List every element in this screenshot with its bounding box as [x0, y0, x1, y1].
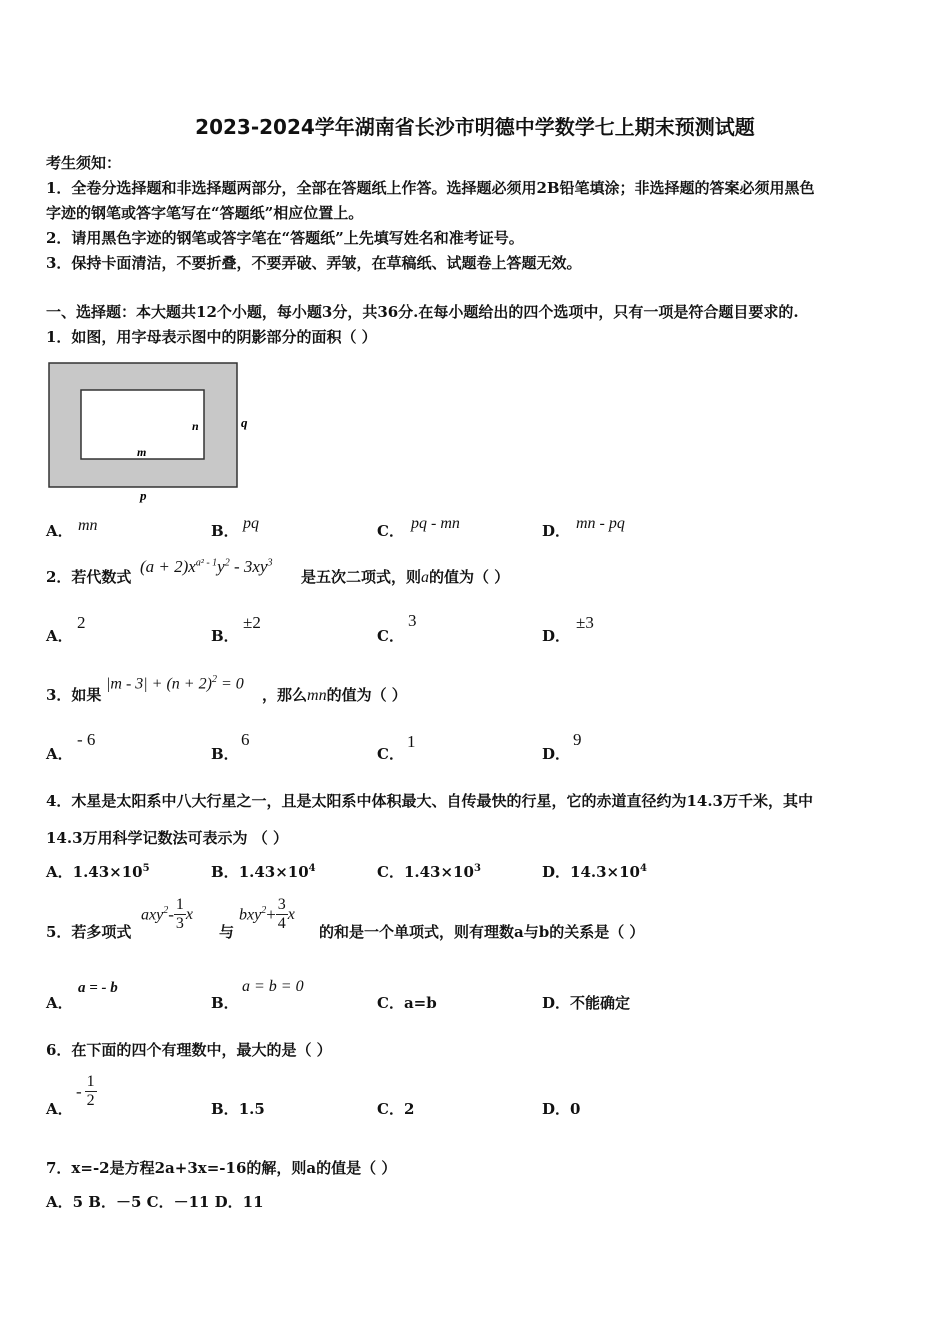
- q5-option-a: a = - b: [78, 980, 118, 996]
- q1-option-b-label: B．: [211, 522, 239, 540]
- section-heading: 一、选择题：本大题共12个小题，每小题3分，共36分.在每小题给出的四个选项中，只有一项是符合题目要求的.: [46, 303, 799, 321]
- notice-heading: 考生须知：: [46, 154, 122, 172]
- question-4-stem-line2: 14.3万用科学记数法可表示为 （ ）: [46, 829, 288, 847]
- q4-option-b: B．$1.43\times 10^4$: [211, 863, 316, 881]
- q2-option-b: ±2: [243, 613, 261, 632]
- q5-option-b: a = b = 0: [242, 978, 304, 995]
- notice-line: 字迹的钢笔或答字笔写在“答题纸”相应位置上。: [46, 204, 364, 222]
- q2-option-d-label: D．: [542, 627, 571, 645]
- q4-option-a: A．$1.43\times 10^5$: [46, 863, 150, 881]
- question-3-suffix: ，那么mn的值为（ ）: [262, 686, 407, 704]
- q1-option-d: mn - pq: [576, 515, 625, 532]
- q6-option-c: C．2: [377, 1100, 415, 1118]
- label-m: m: [137, 445, 147, 459]
- q6-option-d: D．0: [542, 1100, 581, 1118]
- q2-option-d: ±3: [576, 613, 594, 632]
- question-3-prefix: 3．如果: [46, 686, 102, 704]
- q3-option-b-label: B．: [211, 745, 239, 763]
- q5-option-b-label: B．: [211, 994, 239, 1012]
- q3-option-b: 6: [241, 730, 250, 749]
- question-5-suffix: 的和是一个单项式，则有理数a与b的关系是（ ）: [319, 923, 645, 941]
- q3-option-c-label: C．: [377, 745, 404, 763]
- q4-option-c: C．$1.43\times 10^3$: [377, 863, 481, 881]
- notice-line: 3．保持卡面清洁，不要折叠，不要弄破、弄皱，在草稿纸、试题卷上答题无效。: [46, 254, 582, 272]
- question-4-stem-line1: 4．木星是太阳系中八大行星之一，且是太阳系中体积最大、自传最快的行星，它的赤道直径约为14.3万千米，其中: [46, 792, 813, 810]
- label-q: q: [241, 415, 248, 430]
- question-1-stem: 1．如图，用字母表示图中的阴影部分的面积（ ）: [46, 328, 377, 346]
- q3-option-a-label: A．: [46, 745, 73, 763]
- shaded-rectangle-figure: [48, 362, 268, 507]
- q2-option-c: 3: [408, 611, 417, 630]
- q6-option-a-label: A．: [46, 1100, 73, 1118]
- question-5-expression-2: bxy$^2$ + $\frac{3}{4}$ x: [239, 896, 295, 932]
- question-2-prefix: 2．若代数式: [46, 568, 132, 586]
- q1-option-b: pq: [243, 515, 259, 532]
- q4-option-d: D．$14.3\times 10^4$: [542, 863, 647, 881]
- page-title: 2023-2024学年湖南省长沙市明德中学数学七上期末预测试题: [195, 115, 755, 139]
- question-5-and: 与: [219, 923, 235, 941]
- q6-option-b: B．1.5: [211, 1100, 265, 1118]
- q5-option-c: C．a=b: [377, 994, 437, 1012]
- q3-option-c: 1: [407, 732, 416, 751]
- q1-option-a-label: A．: [46, 522, 73, 540]
- question-6-stem: 6．在下面的四个有理数中，最大的是（ ）: [46, 1041, 332, 1059]
- question-2-suffix: 是五次二项式，则a的值为（ ）: [301, 568, 510, 586]
- q5-option-a-label: A．: [46, 994, 73, 1012]
- q1-option-d-label: D．: [542, 522, 571, 540]
- q5-option-d: D．不能确定: [542, 994, 631, 1012]
- q3-option-d-label: D．: [542, 745, 571, 763]
- notice-line: 2．请用黑色字迹的钢笔或答字笔在“答题纸”上先填写姓名和准考证号。: [46, 229, 524, 247]
- question-5-prefix: 5．若多项式: [46, 923, 132, 941]
- q2-option-a: 2: [77, 613, 86, 632]
- question-2-expression: $(a + 2)x^{a^2 - 1}y^2 - 3xy^3$: [140, 557, 273, 576]
- label-n: n: [192, 419, 199, 433]
- q1-option-c: pq - mn: [411, 515, 460, 532]
- q1-option-a: mn: [78, 517, 98, 534]
- q2-option-c-label: C．: [377, 627, 404, 645]
- question-5-expression-1: axy$^2$ - $\frac{1}{3}$ x: [141, 896, 193, 932]
- q1-option-c-label: C．: [377, 522, 404, 540]
- question-3-expression: $|m - 3| + (n + 2)^2 = 0$: [106, 674, 244, 693]
- q2-option-a-label: A．: [46, 627, 73, 645]
- q3-option-a: - 6: [77, 730, 96, 749]
- q6-option-a: - $\frac{1}{2}$: [76, 1073, 95, 1109]
- notice-line: 1．全卷分选择题和非选择题两部分，全部在答题纸上作答。选择题必须用2B铅笔填涂；非选择题的答案必须用黑色: [46, 179, 815, 197]
- q3-option-d: 9: [573, 730, 582, 749]
- question-7-options: A．5 B．－5 C．－11 D．11: [46, 1193, 264, 1211]
- q2-option-b-label: B．: [211, 627, 239, 645]
- question-7-stem: 7．x=-2是方程2a+3x=-16的解，则a的值是（ ）: [46, 1159, 397, 1177]
- label-p: p: [140, 488, 147, 503]
